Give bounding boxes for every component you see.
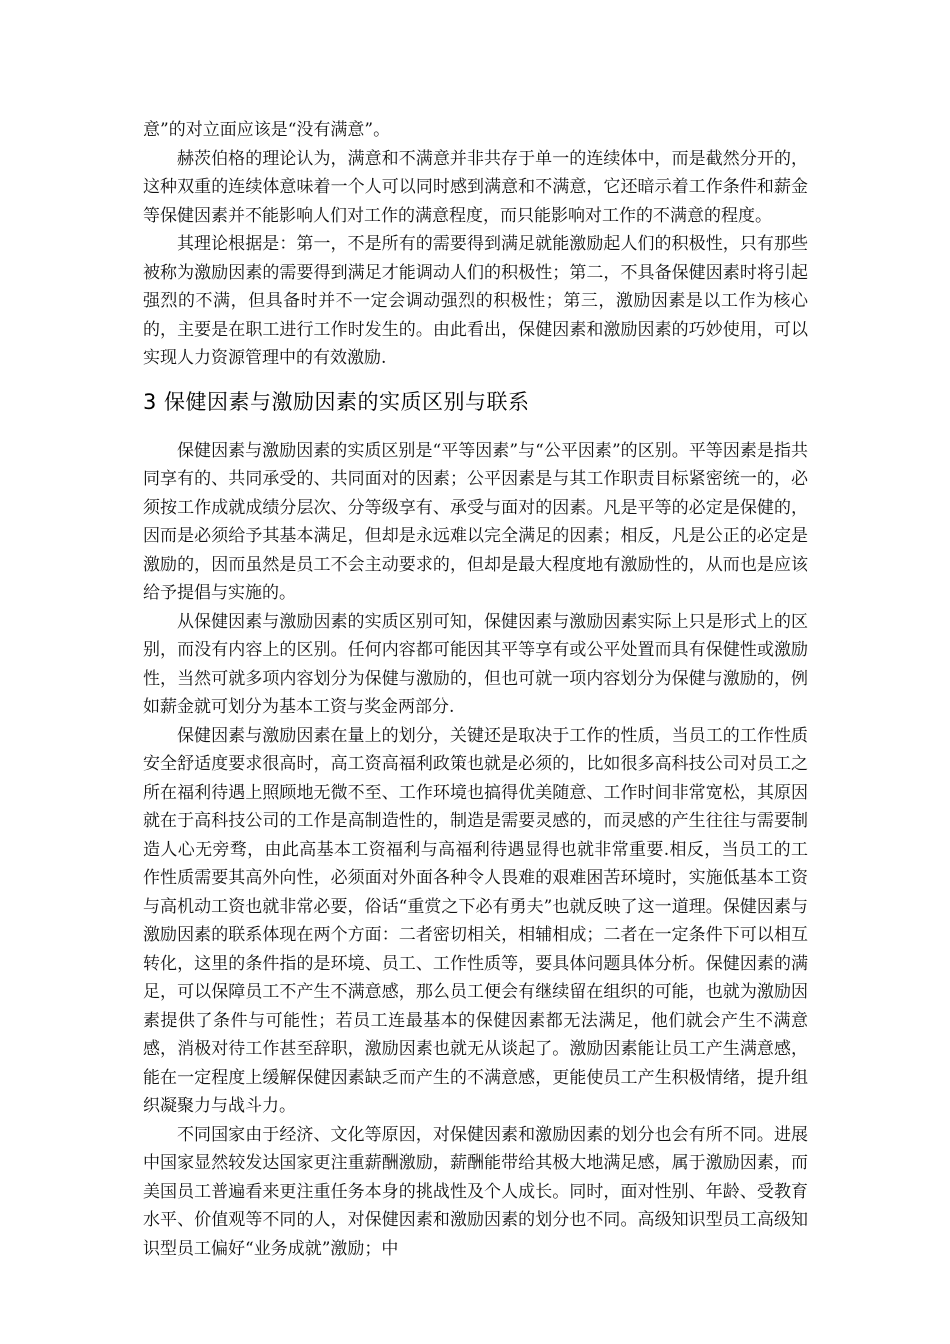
paragraph-theory-basis: 其理论根据是：第一，不是所有的需要得到满足就能激励起人们的积极性，只有那些被称为激励因素的需要得到满足才能调动人们的积极性；第二，不具备保健因素时将引起强烈的不满，但具备时并不一定会调动强烈的积极性；第三，激励因素是以工作为核心的，主要是在职工进行工作时发生的。由此看出，保健因素和激励因素的巧妙使用，可以实现人力资源管理中的有效激励. — [143, 234, 808, 368]
paragraph-quantity-division: 保健因素与激励因素在量上的划分，关键还是取决于工作的性质，当员工的工作性质安全舒适度要求很高时，高工资高福利政策也就是必须的，比如很多高科技公司对员工之所在福利待遇上照顾地无微不至、工作环境也搞得优美随意、工作时间非常宽松，其原因就在于高科技公司的工作是高制造性的，制造是需要灵感的，而灵感的产生往往与需要制造人心无旁骛，由此高基本工资福利与高福利待遇显得也就非常重要.相反，当员工的工作性质需要其高外向性，必须面对外面各种令人畏难的艰难困苦环境时，实施低基本工资与高机动工资也就非常必要，俗话“重赏之下必有勇夫”也就反映了这一道理。保健因素与激励因素的联系体现在两个方面：二者密切相关，相辅相成；二者在一定条件下可以相互转化，这里的条件指的是环境、员工、工作性质等，要具体问题具体分析。保健因素的满足，可以保障员工不产生不满意感，那么员工便会有继续留在组织的可能，也就为激励因素提供了条件与可能性；若员工连最基本的保健因素都无法满足，他们就会产生不满意感，消极对待工作甚至辞职，激励因素也就无从谈起了。激励因素能让员工产生满意感，能在一定程度上缓解保健因素缺乏而产生的不满意感，更能使员工产生积极情绪，提升组织凝聚力与战斗力。 — [143, 725, 808, 1116]
paragraph-continued: 意”的对立面应该是“没有满意”。 — [143, 120, 391, 140]
section-heading: 3 保健因素与激励因素的实质区别与联系 — [143, 389, 530, 414]
paragraph-country-difference: 不同国家由于经济、文化等原因，对保健因素和激励因素的划分也会有所不同。进展中国家显然较发达国家更注重薪酬激励，薪酬能带给其极大地满足感，属于激励因素，而美国员工普遍看来更注重任务本身的挑战性及个人成长。同时，面对性别、年龄、受教育水平、价值观等不同的人，对保健因素和激励因素的划分也不同。高级知识型员工高级知识型员工偏好“业务成就”激励；中 — [143, 1124, 808, 1259]
paragraph-herzberg-theory: 赫茨伯格的理论认为，满意和不满意并非共存于单一的连续体中，而是截然分开的，这种双重的连续体意味着一个人可以同时感到满意和不满意，它还暗示着工作条件和薪金等保健因素并不能影响人们对工作的满意程度，而只能影响对工作的不满意的程度。 — [143, 148, 808, 226]
document-page — [143, 116, 808, 1263]
paragraph-form-difference: 从保健因素与激励因素的实质区别可知，保健因素与激励因素实际上只是形式上的区别，而没有内容上的区别。任何内容都可能因其平等享有或公平处置而具有保健性或激励性，当然可就多项内容划分为保健与激励的，但也可就一项内容划分为保健与激励的，例如薪金就可划分为基本工资与奖金两部分. — [143, 611, 808, 717]
paragraph-essential-difference: 保健因素与激励因素的实质区别是“平等因素”与“公平因素”的区别。平等因素是指共同享有的、共同承受的、共同面对的因素；公平因素是与其工作职责目标紧密统一的，必须按工作成就成绩分层次、分等级享有、承受与面对的因素。凡是平等的必定是保健的，因而是必须给予其基本满足，但却是永远难以完全满足的因素；相反，凡是公正的必定是激励的，因而虽然是员工不会主动要求的，但却是最大程度地有激励性的，从而也是应该给予提倡与实施的。 — [143, 440, 808, 603]
